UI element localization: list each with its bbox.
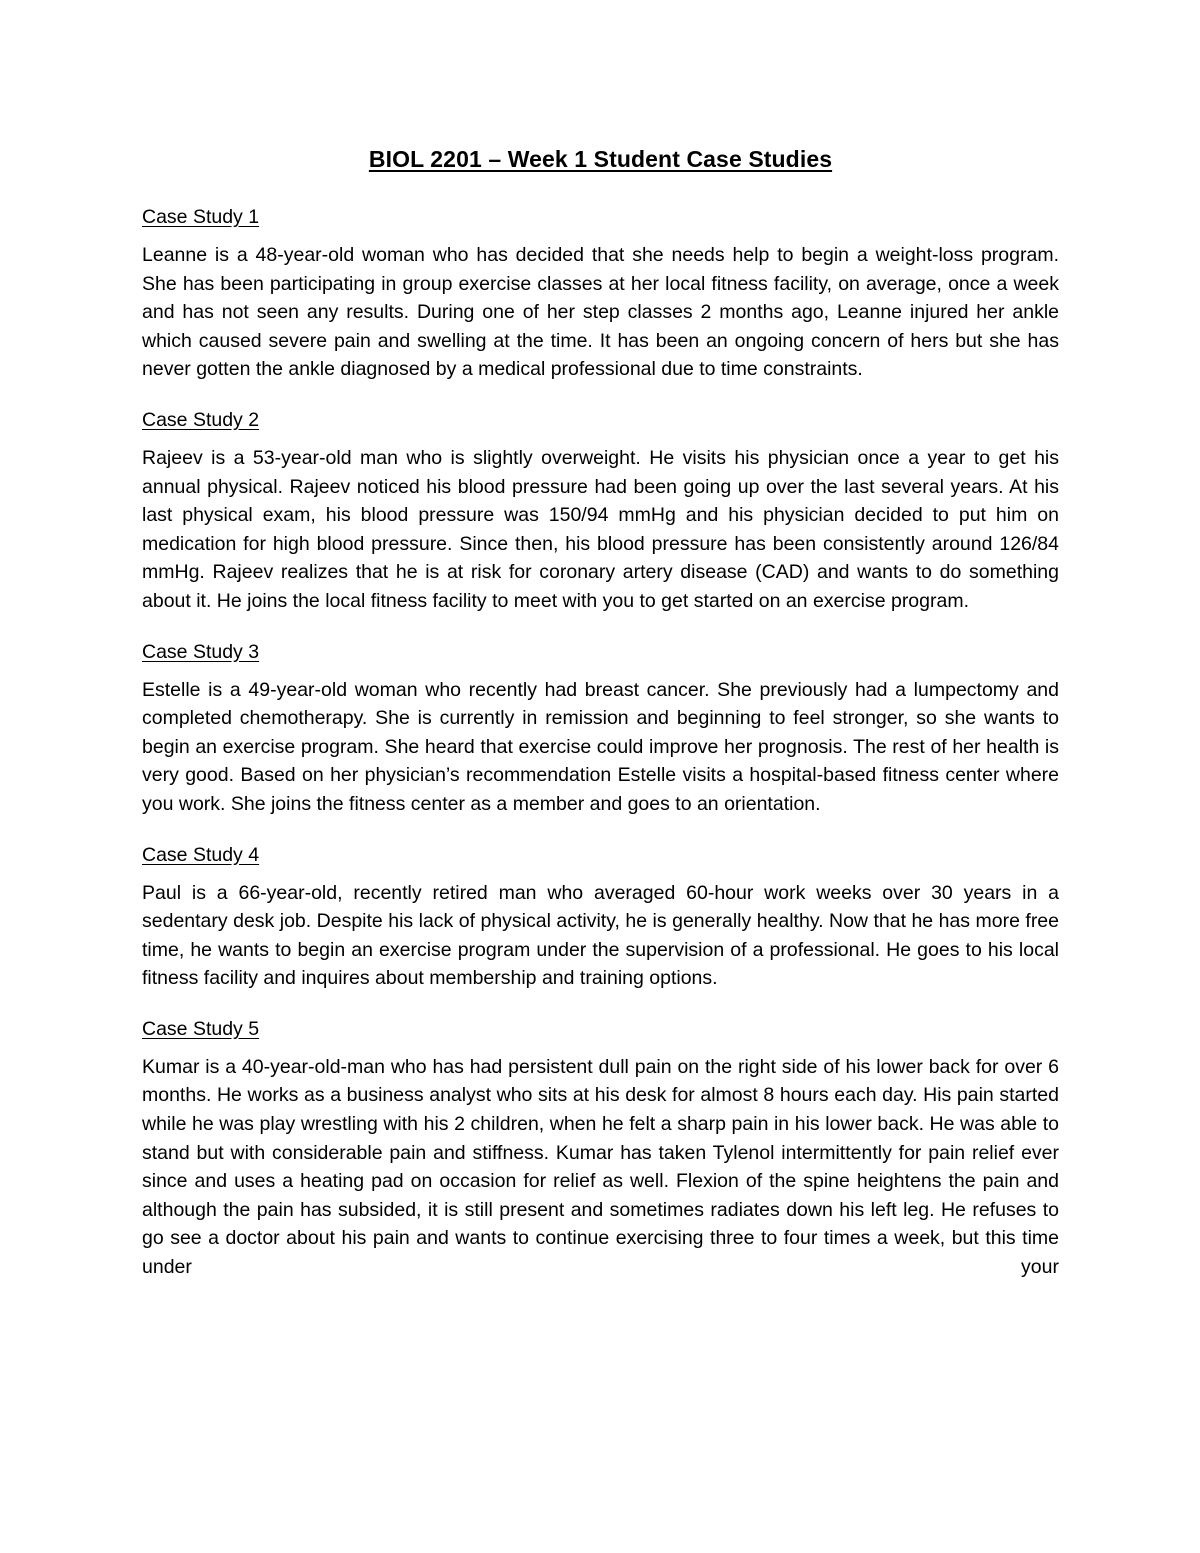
case-heading: Case Study 1	[142, 206, 260, 228]
case-heading: Case Study 3	[142, 640, 260, 663]
case-study-3	[142, 638, 1059, 819]
case-text: Paul is a 66-year-old, recently retired man who averaged 60-hour work weeks over 30 years in a sedentary desk job. Despite his lack of physical activity, he is generally healthy. Now that he has more free time, he wants to begin an exercise program under the supervision of a professional. He goes to his local fitness facility and inquires about membership and training options.	[142, 881, 1059, 990]
case-heading: Case Study 4	[142, 843, 260, 866]
case-study-2	[142, 406, 1059, 616]
document-page	[142, 146, 1059, 1304]
case-heading: Case Study 5	[142, 1017, 260, 1040]
case-study-1	[142, 203, 1059, 384]
case-heading: Case Study 2	[142, 408, 260, 431]
case-text: Kumar is a 40-year-old-man who has had persistent dull pain on the right side of his lower back for over 6 months. He works as a business analyst who sits at his desk for almost 8 hours each day. His pain started while he was play wrestling with his 2 children, when he felt a sharp pain in his lower back. He was able to stand but with considerable pain and stiffness. Kumar has taken Tylenol intermittently for pain relief ever since and uses a heating pad on occasion for relief as well. Flexion of the spine heightens the pain and although the pain has subsided, it is still present and sometimes radiates down his left leg. He refuses to go see a doctor about his pain and wants to continue exercising three to four times a week, but this time under your	[142, 1055, 1059, 1279]
document-title: BIOL 2201 – Week 1 Student Case Studies	[368, 146, 833, 172]
case-text: Rajeev is a 53-year-old man who is slightly overweight. He visits his physician once a year to get his annual physical. Rajeev noticed his blood pressure had been going up over the last several years. At his last physical exam, his blood pressure was 150/94 mmHg and his physician decided to put him on medication for high blood pressure. Since then, his blood pressure has been consistently around 126/84 mmHg. Rajeev realizes that he is at risk for coronary artery disease (CAD) and wants to do something about it. He joins the local fitness facility to meet with you to get started on an exercise program.	[142, 446, 1059, 612]
case-study-5	[142, 1015, 1059, 1282]
case-text: Estelle is a 49-year-old woman who recently had breast cancer. She previously had a lumpectomy and completed chemotherapy. She is currently in remission and beginning to feel stronger, so she wants to begin an exercise program. She heard that exercise could improve her prognosis. The rest of her health is very good. Based on her physician’s recommendation Estelle visits a hospital-based fitness center where you work. She joins the fitness center as a member and goes to an orientation.	[142, 678, 1059, 815]
case-study-4	[142, 841, 1059, 993]
case-text: Leanne is a 48-year-old woman who has decided that she needs help to begin a weight-loss program. She has been participating in group exercise classes at her local fitness facility, on average, once a week and has not seen any results. During one of her step classes 2 months ago, Leanne injured her ankle which caused severe pain and swelling at the time. It has been an ongoing concern of hers but she has never gotten the ankle diagnosed by a medical professional due to time constraints.	[142, 244, 1059, 381]
